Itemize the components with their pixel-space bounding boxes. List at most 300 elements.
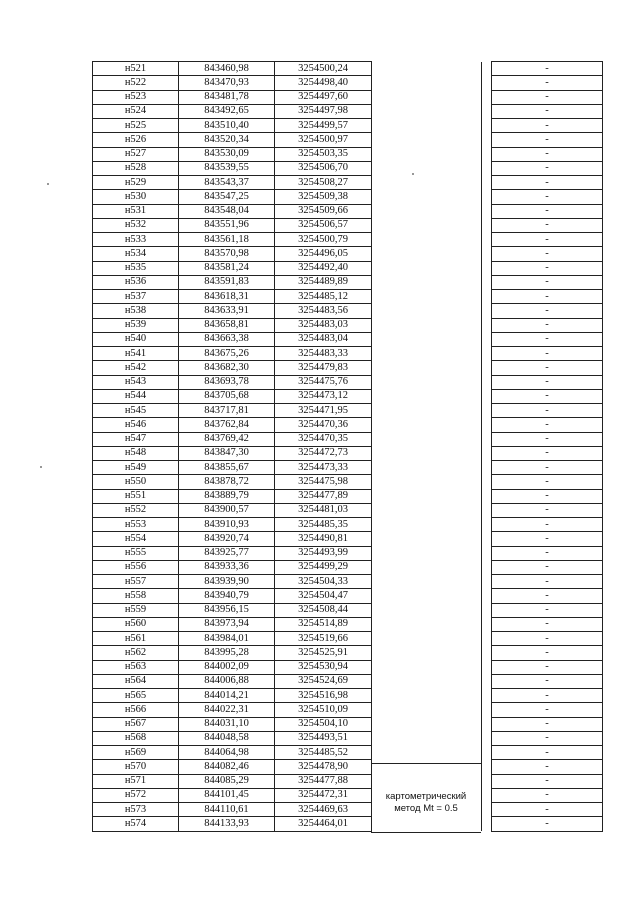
gap-column-cell	[482, 176, 492, 190]
gap-column-cell	[482, 674, 492, 688]
table-row	[93, 489, 603, 503]
point-id-cell: н571	[93, 774, 179, 788]
method-column-cell	[372, 332, 482, 346]
table-row	[93, 503, 603, 517]
table-row	[93, 304, 603, 318]
x-coordinate-cell: 844101,45	[179, 788, 275, 802]
method-column-cell	[372, 218, 482, 232]
description-cell: -	[492, 304, 603, 318]
description-cell: -	[492, 204, 603, 218]
table-row	[93, 646, 603, 660]
table-row	[93, 774, 603, 788]
gap-column-cell	[482, 560, 492, 574]
y-coordinate-cell: 3254481,03	[275, 503, 372, 517]
point-id-cell: н536	[93, 275, 179, 289]
table-row	[93, 560, 603, 574]
table-row	[93, 617, 603, 631]
table-row	[93, 461, 603, 475]
table-row	[93, 104, 603, 118]
y-coordinate-cell: 3254485,12	[275, 290, 372, 304]
table-row	[93, 347, 603, 361]
method-column-cell	[372, 475, 482, 489]
point-id-cell: н548	[93, 446, 179, 460]
table-row	[93, 233, 603, 247]
table-row	[93, 803, 603, 817]
x-coordinate-cell: 843847,30	[179, 446, 275, 460]
description-cell: -	[492, 760, 603, 774]
table-row	[93, 532, 603, 546]
x-coordinate-cell: 843492,65	[179, 104, 275, 118]
method-column-cell	[372, 318, 482, 332]
gap-column-cell	[482, 147, 492, 161]
gap-column-cell	[482, 503, 492, 517]
x-coordinate-cell: 843520,34	[179, 133, 275, 147]
gap-column-cell	[482, 689, 492, 703]
table-row	[93, 788, 603, 802]
description-cell: -	[492, 575, 603, 589]
x-coordinate-cell: 843481,78	[179, 90, 275, 104]
gap-column-cell	[482, 347, 492, 361]
x-coordinate-cell: 844022,31	[179, 703, 275, 717]
method-column-cell	[372, 204, 482, 218]
table-row	[93, 603, 603, 617]
gap-column-cell	[482, 318, 492, 332]
point-id-cell: н550	[93, 475, 179, 489]
point-id-cell: н529	[93, 176, 179, 190]
description-cell: -	[492, 746, 603, 760]
description-cell: -	[492, 119, 603, 133]
gap-column-cell	[482, 104, 492, 118]
point-id-cell: н559	[93, 603, 179, 617]
gap-column-cell	[482, 275, 492, 289]
gap-column-cell	[482, 589, 492, 603]
gap-column-cell	[482, 703, 492, 717]
method-column-cell	[372, 503, 482, 517]
description-cell: -	[492, 546, 603, 560]
table-row	[93, 518, 603, 532]
x-coordinate-cell: 843591,83	[179, 275, 275, 289]
point-id-cell: н525	[93, 119, 179, 133]
method-column-cell	[372, 119, 482, 133]
description-cell: -	[492, 247, 603, 261]
point-id-cell: н567	[93, 717, 179, 731]
description-cell: -	[492, 275, 603, 289]
y-coordinate-cell: 3254464,01	[275, 817, 372, 831]
point-id-cell: н535	[93, 261, 179, 275]
gap-column-cell	[482, 646, 492, 660]
point-id-cell: н544	[93, 389, 179, 403]
description-cell: -	[492, 731, 603, 745]
description-cell: -	[492, 461, 603, 475]
method-column-cell	[372, 731, 482, 745]
y-coordinate-cell: 3254499,57	[275, 119, 372, 133]
point-id-cell: н530	[93, 190, 179, 204]
point-id-cell: н527	[93, 147, 179, 161]
x-coordinate-cell: 843910,93	[179, 518, 275, 532]
x-coordinate-cell: 843561,18	[179, 233, 275, 247]
gap-column-cell	[482, 332, 492, 346]
gap-column-cell	[482, 290, 492, 304]
method-column-cell	[372, 290, 482, 304]
scan-speck	[40, 466, 42, 468]
x-coordinate-cell: 843878,72	[179, 475, 275, 489]
table-row	[93, 575, 603, 589]
method-column-cell	[372, 646, 482, 660]
y-coordinate-cell: 3254519,66	[275, 632, 372, 646]
description-cell: -	[492, 660, 603, 674]
point-id-cell: н569	[93, 746, 179, 760]
point-id-cell: н561	[93, 632, 179, 646]
method-column-cell	[372, 304, 482, 318]
method-column-cell	[372, 446, 482, 460]
point-id-cell: н545	[93, 404, 179, 418]
table-row	[93, 475, 603, 489]
point-id-cell: н534	[93, 247, 179, 261]
y-coordinate-cell: 3254490,81	[275, 532, 372, 546]
y-coordinate-cell: 3254475,76	[275, 375, 372, 389]
gap-column-cell	[482, 788, 492, 802]
gap-column-cell	[482, 731, 492, 745]
description-cell: -	[492, 104, 603, 118]
method-column-cell	[372, 161, 482, 175]
point-id-cell: н562	[93, 646, 179, 660]
y-coordinate-cell: 3254483,33	[275, 347, 372, 361]
gap-column-cell	[482, 133, 492, 147]
table-row	[93, 660, 603, 674]
x-coordinate-cell: 843663,38	[179, 332, 275, 346]
table-row	[93, 190, 603, 204]
method-column-cell	[372, 233, 482, 247]
table-row	[93, 404, 603, 418]
y-coordinate-cell: 3254500,97	[275, 133, 372, 147]
point-id-cell: н532	[93, 218, 179, 232]
y-coordinate-cell: 3254508,44	[275, 603, 372, 617]
description-cell: -	[492, 774, 603, 788]
y-coordinate-cell: 3254473,12	[275, 389, 372, 403]
description-cell: -	[492, 389, 603, 403]
x-coordinate-cell: 843675,26	[179, 347, 275, 361]
gap-column-cell	[482, 90, 492, 104]
description-cell: -	[492, 176, 603, 190]
gap-column-cell	[482, 475, 492, 489]
table-row	[93, 432, 603, 446]
point-id-cell: н533	[93, 233, 179, 247]
y-coordinate-cell: 3254500,79	[275, 233, 372, 247]
y-coordinate-cell: 3254516,98	[275, 689, 372, 703]
description-cell: -	[492, 347, 603, 361]
table-row	[93, 133, 603, 147]
y-coordinate-cell: 3254503,35	[275, 147, 372, 161]
x-coordinate-cell: 843510,40	[179, 119, 275, 133]
y-coordinate-cell: 3254470,35	[275, 432, 372, 446]
method-column-cell	[372, 361, 482, 375]
table-row	[93, 418, 603, 432]
x-coordinate-cell: 843925,77	[179, 546, 275, 560]
method-column-cell	[372, 703, 482, 717]
y-coordinate-cell: 3254483,04	[275, 332, 372, 346]
description-cell: -	[492, 803, 603, 817]
x-coordinate-cell: 843984,01	[179, 632, 275, 646]
table-row	[93, 703, 603, 717]
point-id-cell: н553	[93, 518, 179, 532]
point-id-cell: н556	[93, 560, 179, 574]
method-column-cell	[372, 347, 482, 361]
gap-column-cell	[482, 575, 492, 589]
x-coordinate-cell: 843933,36	[179, 560, 275, 574]
y-coordinate-cell: 3254496,05	[275, 247, 372, 261]
description-cell: -	[492, 689, 603, 703]
x-coordinate-cell: 843460,98	[179, 62, 275, 76]
point-id-cell: н523	[93, 90, 179, 104]
table-row	[93, 290, 603, 304]
y-coordinate-cell: 3254489,89	[275, 275, 372, 289]
point-id-cell: н552	[93, 503, 179, 517]
y-coordinate-cell: 3254509,38	[275, 190, 372, 204]
method-column-cell	[372, 62, 482, 76]
y-coordinate-cell: 3254530,94	[275, 660, 372, 674]
description-cell: -	[492, 418, 603, 432]
gap-column-cell	[482, 62, 492, 76]
gap-column-cell	[482, 760, 492, 774]
y-coordinate-cell: 3254493,99	[275, 546, 372, 560]
y-coordinate-cell: 3254506,70	[275, 161, 372, 175]
point-id-cell: н546	[93, 418, 179, 432]
x-coordinate-cell: 843956,15	[179, 603, 275, 617]
description-cell: -	[492, 332, 603, 346]
description-cell: -	[492, 817, 603, 831]
x-coordinate-cell: 843581,24	[179, 261, 275, 275]
method-column-cell	[372, 617, 482, 631]
table-row	[93, 589, 603, 603]
table-row	[93, 176, 603, 190]
point-id-cell: н557	[93, 575, 179, 589]
description-cell: -	[492, 90, 603, 104]
description-cell: -	[492, 161, 603, 175]
gap-column-cell	[482, 375, 492, 389]
y-coordinate-cell: 3254504,10	[275, 717, 372, 731]
y-coordinate-cell: 3254485,35	[275, 518, 372, 532]
gap-column-cell	[482, 632, 492, 646]
x-coordinate-cell: 843705,68	[179, 389, 275, 403]
point-id-cell: н563	[93, 660, 179, 674]
gap-column-cell	[482, 532, 492, 546]
point-id-cell: н558	[93, 589, 179, 603]
x-coordinate-cell: 843543,37	[179, 176, 275, 190]
point-id-cell: н566	[93, 703, 179, 717]
method-column-cell	[372, 660, 482, 674]
y-coordinate-cell: 3254510,09	[275, 703, 372, 717]
y-coordinate-cell: 3254497,60	[275, 90, 372, 104]
table-row	[93, 760, 603, 774]
table-row	[93, 746, 603, 760]
method-column-cell	[372, 674, 482, 688]
table-row	[93, 161, 603, 175]
gap-column-cell	[482, 361, 492, 375]
x-coordinate-cell: 843530,09	[179, 147, 275, 161]
x-coordinate-cell: 844064,98	[179, 746, 275, 760]
table-row	[93, 446, 603, 460]
point-id-cell: н537	[93, 290, 179, 304]
table-row	[93, 375, 603, 389]
description-cell: -	[492, 532, 603, 546]
description-cell: -	[492, 133, 603, 147]
description-cell: -	[492, 76, 603, 90]
x-coordinate-cell: 844014,21	[179, 689, 275, 703]
method-column-cell	[372, 275, 482, 289]
x-coordinate-cell: 844006,88	[179, 674, 275, 688]
x-coordinate-cell: 844002,09	[179, 660, 275, 674]
description-cell: -	[492, 717, 603, 731]
point-id-cell: н531	[93, 204, 179, 218]
y-coordinate-cell: 3254477,88	[275, 774, 372, 788]
method-column-cell	[372, 746, 482, 760]
point-id-cell: н522	[93, 76, 179, 90]
gap-column-cell	[482, 546, 492, 560]
table-row	[93, 332, 603, 346]
method-column-cell	[372, 546, 482, 560]
table-row	[93, 717, 603, 731]
point-id-cell: н570	[93, 760, 179, 774]
point-id-cell: н547	[93, 432, 179, 446]
description-cell: -	[492, 233, 603, 247]
gap-column-cell	[482, 717, 492, 731]
method-column-cell	[372, 575, 482, 589]
y-coordinate-cell: 3254498,40	[275, 76, 372, 90]
x-coordinate-cell: 843855,67	[179, 461, 275, 475]
description-cell: -	[492, 318, 603, 332]
method-line-2: метод Mt = 0.5	[394, 803, 458, 814]
coordinates-table	[92, 61, 603, 832]
gap-column-cell	[482, 190, 492, 204]
description-cell: -	[492, 489, 603, 503]
point-id-cell: н573	[93, 803, 179, 817]
x-coordinate-cell: 844031,10	[179, 717, 275, 731]
description-cell: -	[492, 603, 603, 617]
table-row	[93, 361, 603, 375]
point-id-cell: н541	[93, 347, 179, 361]
description-cell: -	[492, 290, 603, 304]
table-row	[93, 632, 603, 646]
gap-column-cell	[482, 461, 492, 475]
coordinates-table-sheet	[92, 61, 602, 831]
x-coordinate-cell: 843889,79	[179, 489, 275, 503]
table-row	[93, 90, 603, 104]
method-column-cell	[372, 589, 482, 603]
description-cell: -	[492, 589, 603, 603]
y-coordinate-cell: 3254471,95	[275, 404, 372, 418]
gap-column-cell	[482, 304, 492, 318]
description-cell: -	[492, 674, 603, 688]
table-row	[93, 218, 603, 232]
y-coordinate-cell: 3254478,90	[275, 760, 372, 774]
gap-column-cell	[482, 261, 492, 275]
table-row	[93, 204, 603, 218]
y-coordinate-cell: 3254475,98	[275, 475, 372, 489]
point-id-cell: н565	[93, 689, 179, 703]
x-coordinate-cell: 843470,93	[179, 76, 275, 90]
description-cell: -	[492, 646, 603, 660]
table-row	[93, 389, 603, 403]
y-coordinate-cell: 3254483,56	[275, 304, 372, 318]
table-row	[93, 147, 603, 161]
gap-column-cell	[482, 432, 492, 446]
x-coordinate-cell: 843995,28	[179, 646, 275, 660]
x-coordinate-cell: 843570,98	[179, 247, 275, 261]
method-column-cell	[372, 261, 482, 275]
method-column-cell	[372, 76, 482, 90]
method-column-cell	[372, 461, 482, 475]
point-id-cell: н543	[93, 375, 179, 389]
gap-column-cell	[482, 660, 492, 674]
point-id-cell: н560	[93, 617, 179, 631]
x-coordinate-cell: 843682,30	[179, 361, 275, 375]
x-coordinate-cell: 844048,58	[179, 731, 275, 745]
gap-column-cell	[482, 446, 492, 460]
description-cell: -	[492, 190, 603, 204]
description-cell: -	[492, 475, 603, 489]
description-cell: -	[492, 404, 603, 418]
x-coordinate-cell: 843762,84	[179, 418, 275, 432]
gap-column-cell	[482, 76, 492, 90]
gap-column-cell	[482, 161, 492, 175]
y-coordinate-cell: 3254473,33	[275, 461, 372, 475]
method-column-cell	[372, 104, 482, 118]
y-coordinate-cell: 3254499,29	[275, 560, 372, 574]
description-cell: -	[492, 503, 603, 517]
gap-column-cell	[482, 389, 492, 403]
method-column-cell	[372, 603, 482, 617]
y-coordinate-cell: 3254470,36	[275, 418, 372, 432]
x-coordinate-cell: 843920,74	[179, 532, 275, 546]
point-id-cell: н539	[93, 318, 179, 332]
point-id-cell: н572	[93, 788, 179, 802]
y-coordinate-cell: 3254493,51	[275, 731, 372, 745]
description-cell: -	[492, 218, 603, 232]
table-row	[93, 546, 603, 560]
point-id-cell: н549	[93, 461, 179, 475]
y-coordinate-cell: 3254477,89	[275, 489, 372, 503]
x-coordinate-cell: 843618,31	[179, 290, 275, 304]
gap-column-cell	[482, 418, 492, 432]
gap-column-cell	[482, 746, 492, 760]
point-id-cell: н521	[93, 62, 179, 76]
y-coordinate-cell: 3254472,31	[275, 788, 372, 802]
description-cell: -	[492, 632, 603, 646]
method-column-cell	[372, 432, 482, 446]
x-coordinate-cell: 843551,96	[179, 218, 275, 232]
x-coordinate-cell: 843547,25	[179, 190, 275, 204]
y-coordinate-cell: 3254524,69	[275, 674, 372, 688]
x-coordinate-cell: 843900,57	[179, 503, 275, 517]
point-id-cell: н524	[93, 104, 179, 118]
point-id-cell: н574	[93, 817, 179, 831]
scan-speck	[47, 183, 49, 185]
method-column-cell	[372, 518, 482, 532]
gap-column-cell	[482, 617, 492, 631]
gap-column-cell	[482, 247, 492, 261]
method-column-cell	[372, 418, 482, 432]
x-coordinate-cell: 843939,90	[179, 575, 275, 589]
x-coordinate-cell: 843769,42	[179, 432, 275, 446]
method-column-cell	[372, 532, 482, 546]
table-row	[93, 674, 603, 688]
y-coordinate-cell: 3254472,73	[275, 446, 372, 460]
method-column-cell	[372, 90, 482, 104]
y-coordinate-cell: 3254485,52	[275, 746, 372, 760]
y-coordinate-cell: 3254525,91	[275, 646, 372, 660]
x-coordinate-cell: 843539,55	[179, 161, 275, 175]
y-coordinate-cell: 3254508,27	[275, 176, 372, 190]
